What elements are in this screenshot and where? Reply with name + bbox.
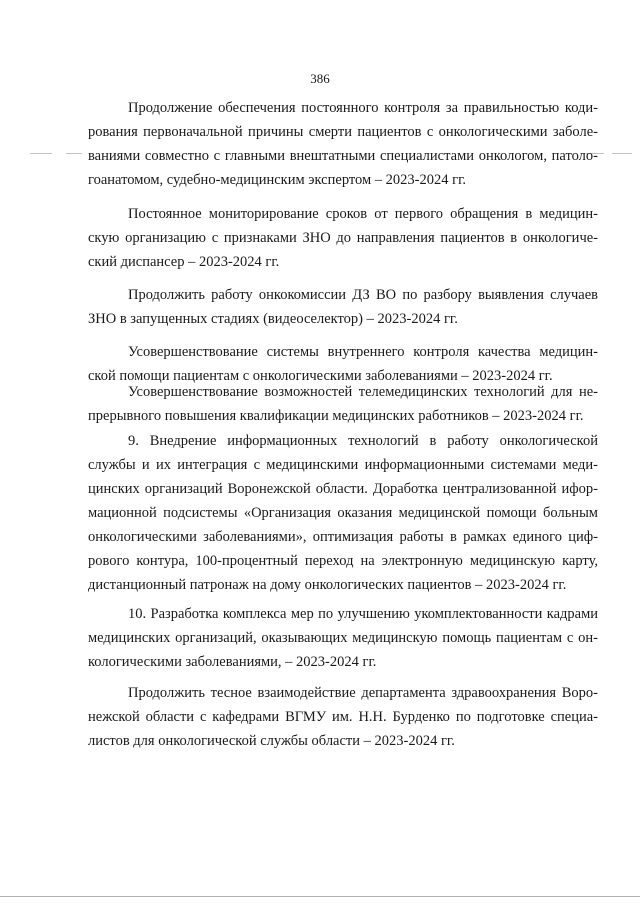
text-line: 9. Внедрение информационных технологий в работу онкологической: [128, 433, 598, 449]
text-line: цинских организаций Воронежской области. Доработка централизованной ифор-: [88, 481, 598, 497]
text-line: Продолжение обеспечения постоянного контроля за правильностью коди-: [128, 100, 598, 116]
text-line: ЗНО в запущенных стадиях (видеоселектор) – 2023-2024 гг.: [88, 311, 458, 327]
text-line: Усовершенствование системы внутреннего контроля качества медицин-: [128, 344, 598, 360]
scan-mark: [66, 153, 82, 154]
text-line: рового контура, 100-процентный переход на электронную медицинскую карту,: [88, 553, 598, 569]
page-bottom-edge: [0, 896, 640, 897]
paragraph: [88, 342, 598, 386]
paragraph: [88, 382, 598, 426]
text-line: кологическими заболеваниями, – 2023-2024 гг.: [88, 654, 377, 670]
text-line: Продолжить работу онкокомиссии ДЗ ВО по разбору выявления случаев: [128, 287, 598, 303]
text-line: Постоянное мониторирование сроков от первого обращения в медицин-: [128, 206, 598, 222]
text-line: мационной подсистемы «Организация оказания медицинской помощи больным: [88, 505, 598, 521]
text-line: нежской области с кафедрами ВГМУ им. Н.Н. Бурденко по подготовке специа-: [88, 709, 598, 725]
text-line: ваниями совместно с главными внештатными специалистами онкологом, патоло-: [88, 148, 598, 164]
text-line: медицинских организаций, оказывающих медицинскую помощь пациентам с он-: [88, 630, 598, 646]
text-line: скую организацию с признаками ЗНО до направления пациентов в онкологиче-: [88, 230, 598, 246]
text-line: Усовершенствование возможностей телемедицинских технологий для не-: [128, 384, 598, 400]
page-number: 386: [310, 71, 330, 86]
text-line: онкологическими заболеваниями», оптимизация работы в рамках единого циф-: [88, 529, 598, 545]
text-line: ский диспансер – 2023-2024 гг.: [88, 254, 280, 270]
scan-mark: [612, 153, 632, 154]
paragraph: [88, 683, 598, 751]
paragraph: [88, 431, 598, 595]
text-line: службы и их интеграция с медицинскими информационными системами меди-: [88, 457, 598, 473]
paragraph: [88, 98, 598, 190]
paragraph: [88, 604, 598, 672]
text-line: Продолжить тесное взаимодействие департамента здравоохранения Воро-: [128, 685, 598, 701]
text-line: листов для онкологической службы области – 2023-2024 гг.: [88, 733, 455, 749]
text-line: дистанционный патронаж на дому онкологических пациентов – 2023-2024 гг.: [88, 577, 567, 593]
text-line: гоанатомом, судебно-медицинским экспертом – 2023-2024 гг.: [88, 172, 467, 188]
text-line: рования первоначальной причины смерти пациентов с онкологическими заболе-: [88, 124, 598, 140]
scan-mark: [30, 153, 52, 154]
paragraph: [88, 204, 598, 272]
paragraph: [88, 285, 598, 329]
text-line: 10. Разработка комплекса мер по улучшению укомплектованности кадрами: [128, 606, 598, 622]
text-line: прерывного повышения квалификации медицинских работников – 2023-2024 гг.: [88, 408, 584, 424]
text-line: ской помощи пациентам с онкологическими заболеваниями – 2023-2024 гг.: [88, 368, 553, 384]
